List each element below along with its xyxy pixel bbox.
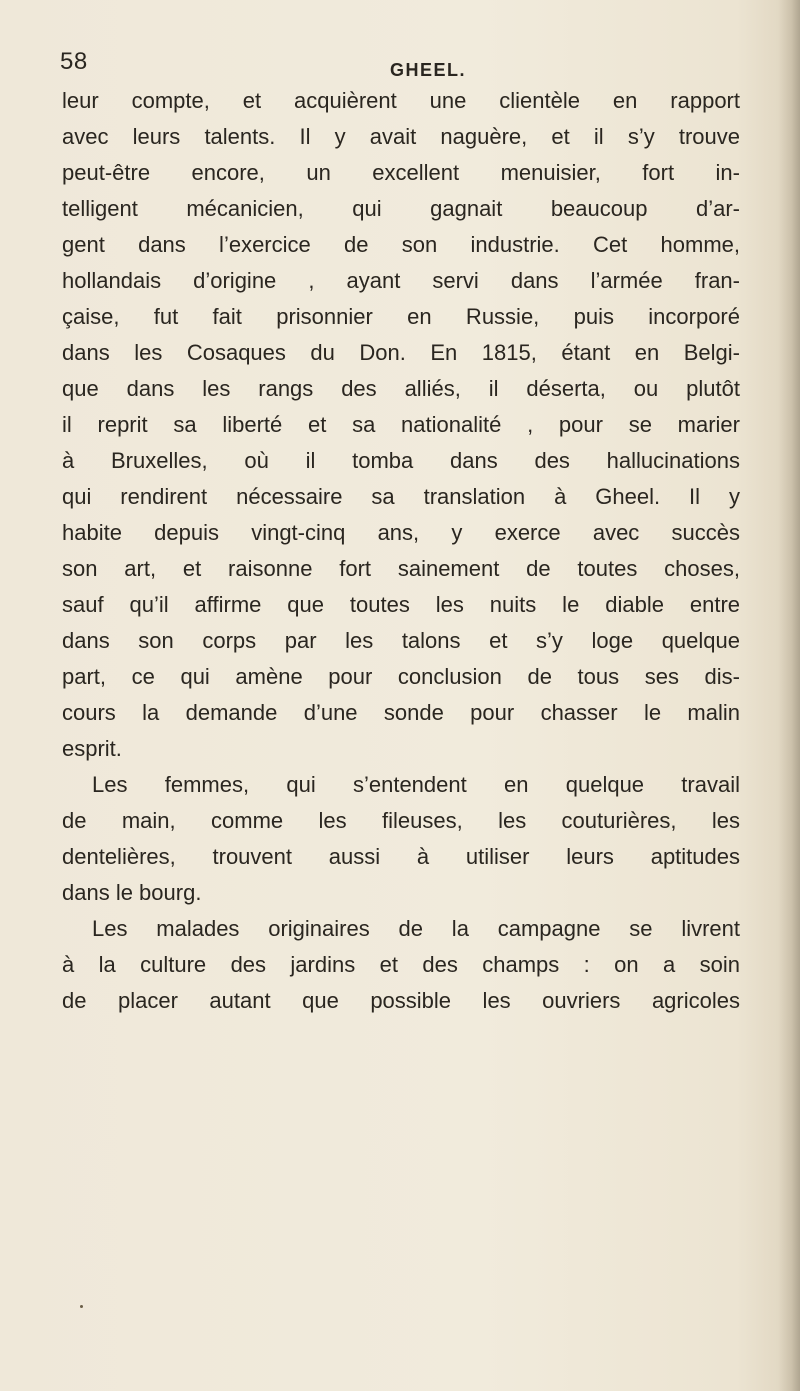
page-number: 58	[60, 48, 88, 75]
text-line: son art, et raisonne fort sainement de toutes choses,	[62, 556, 740, 581]
text-line: qui rendirent nécessaire sa translation à Gheel. Il y	[62, 484, 740, 509]
text-line: dans les Cosaques du Don. En 1815, étant en Belgi-	[62, 340, 740, 365]
text-line: peut-être encore, un excellent menuisier, fort in-	[62, 160, 740, 185]
text-line: part, ce qui amène pour conclusion de tous ses dis-	[62, 664, 740, 689]
text-line: cours la demande d’une sonde pour chasser le malin	[62, 700, 740, 725]
text-line: Les femmes, qui s’entendent en quelque travail	[92, 772, 740, 797]
text-line: que dans les rangs des alliés, il déserta, ou plutôt	[62, 376, 740, 401]
text-line: de placer autant que possible les ouvriers agricoles	[62, 988, 740, 1013]
text-line: leur compte, et acquièrent une clientèle en rapport	[62, 88, 740, 113]
text-line: sauf qu’il affirme que toutes les nuits le diable entre	[62, 592, 740, 617]
text-line: Les malades originaires de la campagne se livrent	[92, 916, 740, 941]
text-line: avec leurs talents. Il y avait naguère, et il s’y trouve	[62, 124, 740, 149]
text-line: dans le bourg.	[62, 880, 202, 905]
text-line: gent dans l’exercice de son industrie. Cet homme,	[62, 232, 740, 257]
text-line: çaise, fut fait prisonnier en Russie, puis incorporé	[62, 304, 740, 329]
text-line: habite depuis vingt-cinq ans, y exerce avec succès	[62, 520, 740, 545]
text-line: à Bruxelles, où il tomba dans des hallucinations	[62, 448, 740, 473]
text-line: telligent mécanicien, qui gagnait beaucoup d’ar-	[62, 196, 740, 221]
paper-speck	[80, 1305, 83, 1308]
text-line: hollandais d’origine , ayant servi dans l’armée fran-	[62, 268, 740, 293]
text-line: esprit.	[62, 736, 122, 761]
text-line: dans son corps par les talons et s’y loge quelque	[62, 628, 740, 653]
running-head: GHEEL.	[390, 60, 467, 80]
page-edge-shadow	[778, 0, 800, 1391]
text-line: de main, comme les fileuses, les couturières, les	[62, 808, 740, 833]
text-line: à la culture des jardins et des champs : on a soin	[62, 952, 740, 977]
text-line: dentelières, trouvent aussi à utiliser leurs aptitudes	[62, 844, 740, 869]
text-line: il reprit sa liberté et sa nationalité , pour se marier	[62, 412, 740, 437]
